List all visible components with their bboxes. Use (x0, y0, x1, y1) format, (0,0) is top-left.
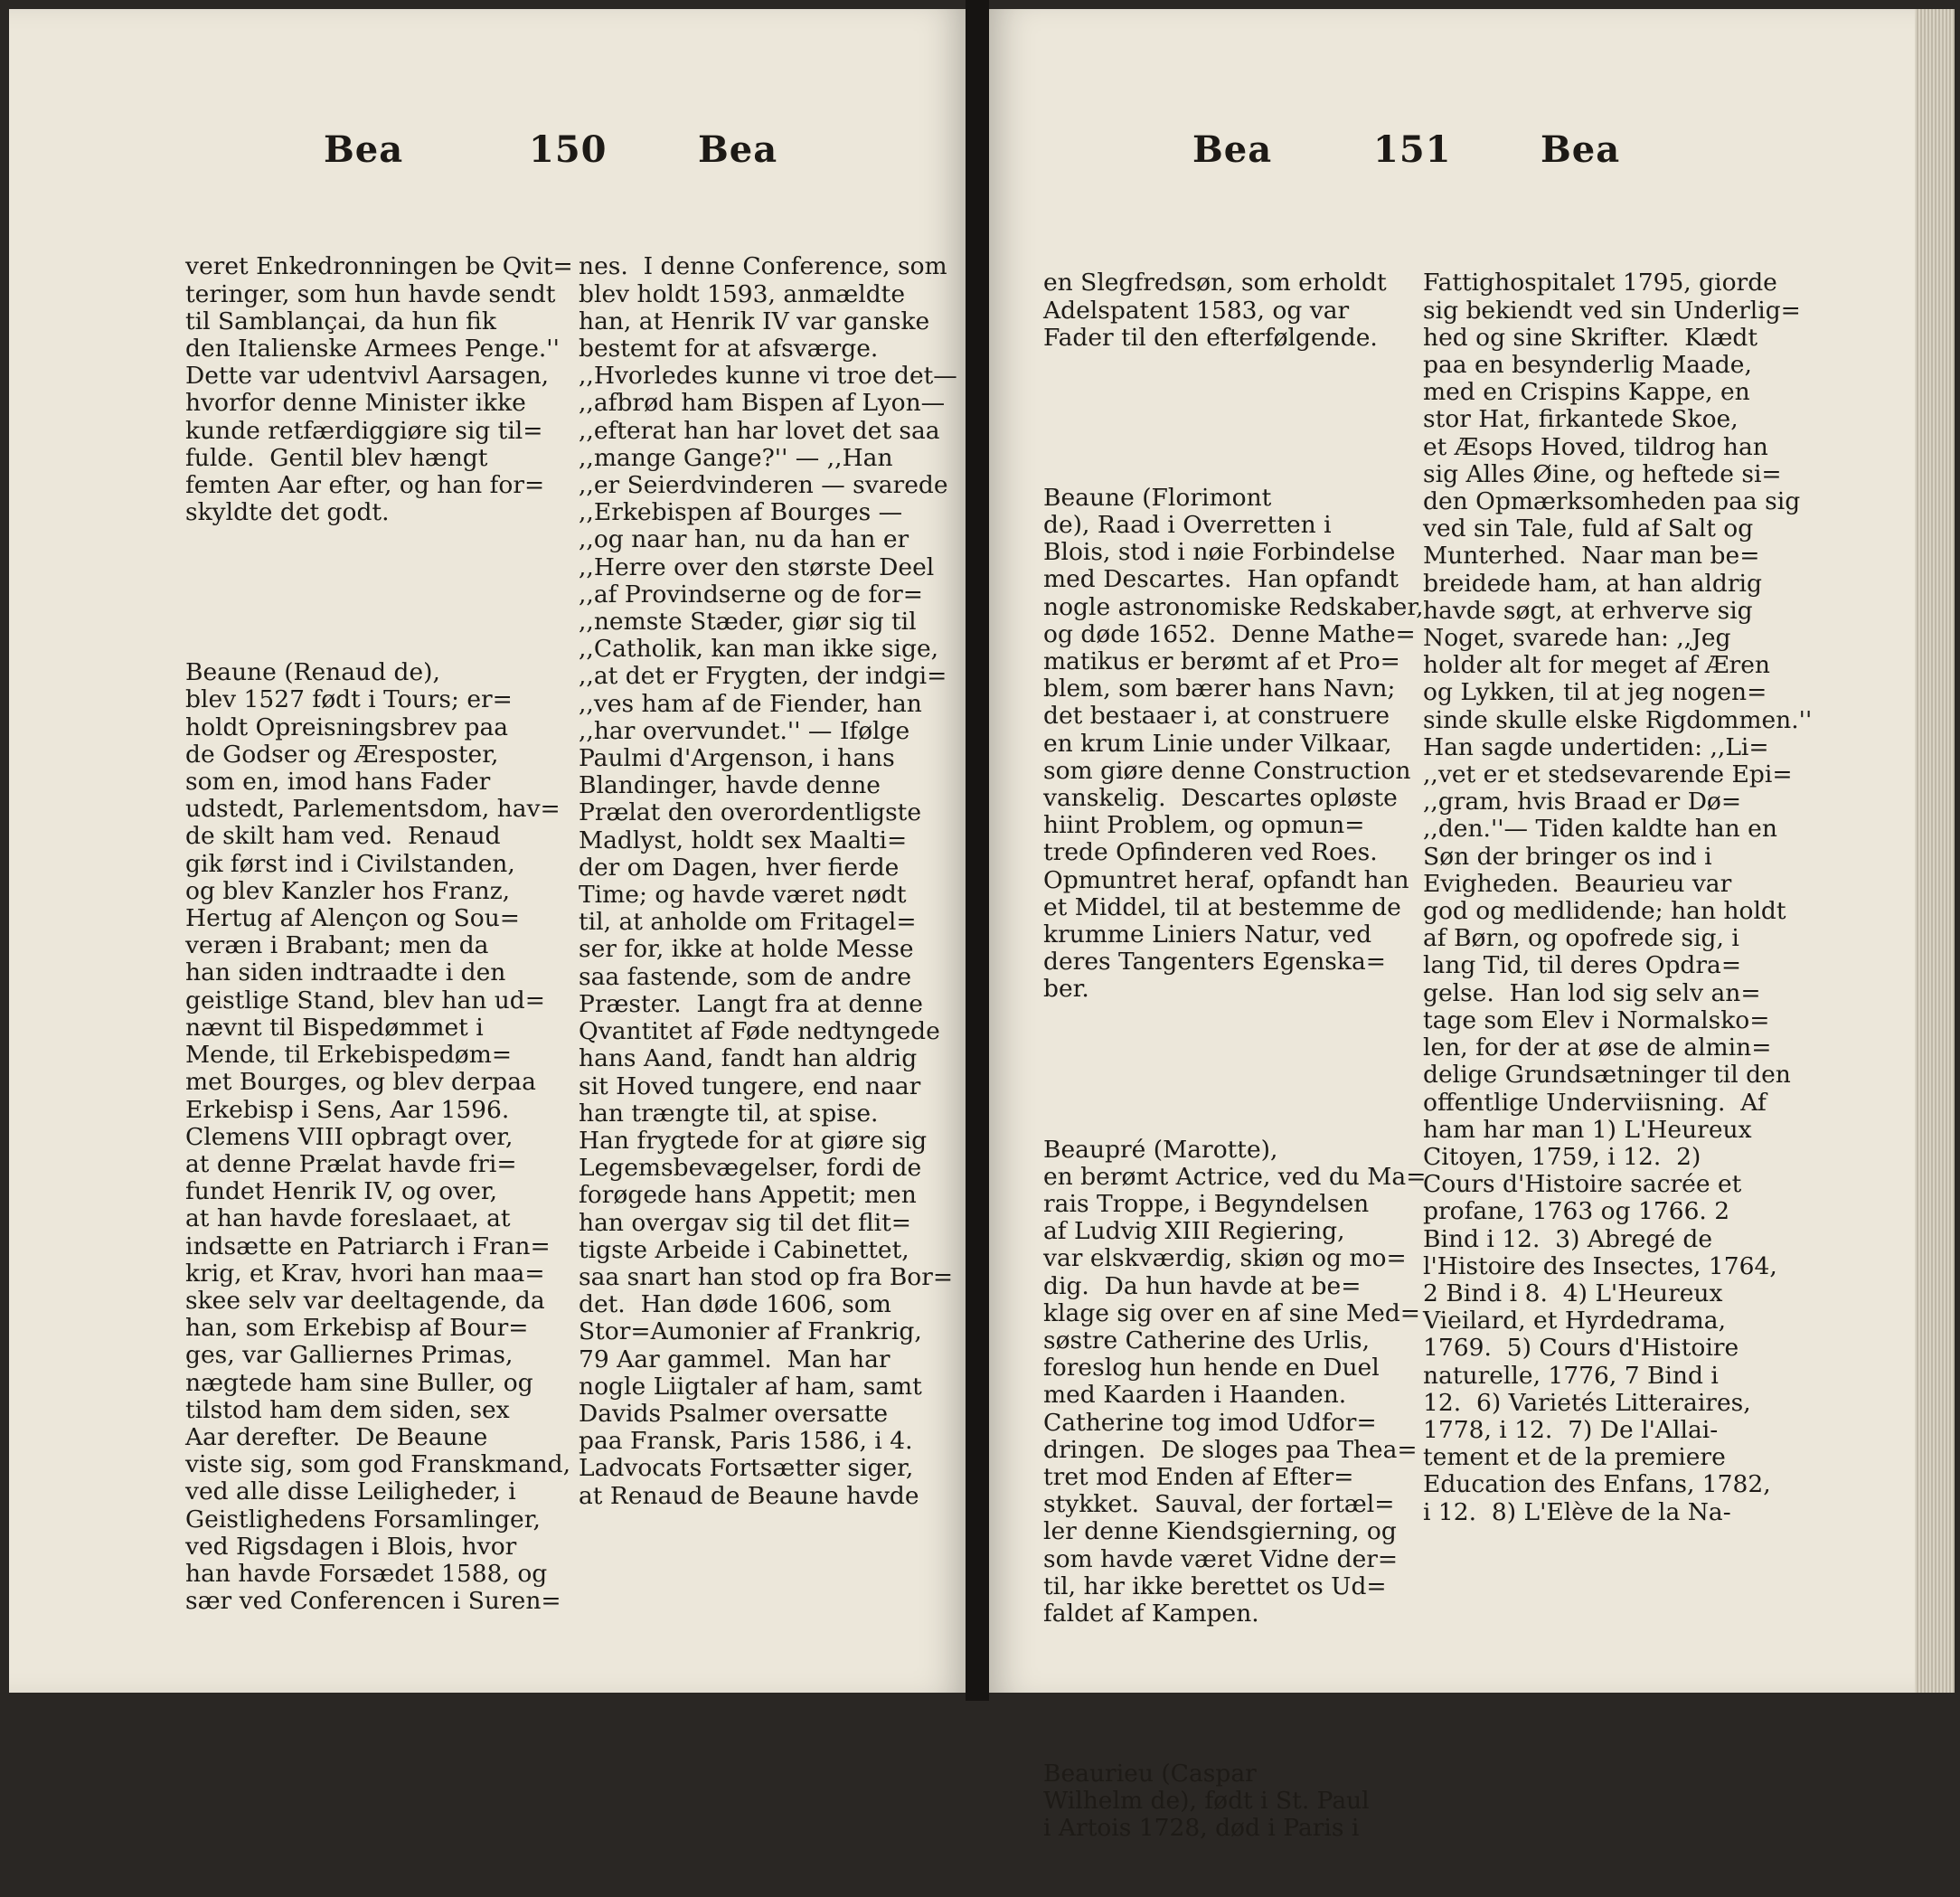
right-header-word-right: Bea (1541, 128, 1621, 171)
paragraph-renaud-ending: en Slegfredsøn, som erholdt Adelspatent 1583, og var Fader til den efterfølgende. (1043, 269, 1387, 352)
left-header-word-right: Bea (698, 128, 778, 171)
entry-beaupre-marotte: Beaupré (Marotte), en berømt Actrice, ved du Ma= rais Troppe, i Begyndelsen af Ludvig XIII Regiering, var elskværdig, skiøn og mo= dig. Da hun havde at be= klage sig over en af sine Med= søstre Catherine des Urlis, foreslog hun hende en Duel med Kaarden i Haanden. Catherine tog imod Udfor= dringen. De sloges paa Thea= tret mod Enden af Efter= stykket. Sauval, der fortæl= ler denne Kiendsgierning, og som havde været Vidne der= til, har ikke berettet os Ud= faldet af Kampen. (1043, 1135, 1427, 1628)
paragraph-queen-continued: veret Enkedronningen be Qvit= teringer, som hun havde sendt til Samblançai, da hun fik den Italienske Armees Penge.'' Dette var udentvivl Aarsagen, hvorfor denne Minister ikke kunde retfærdiggiøre sig til= fulde. Gentil blev hængt femten Aar efter, og han for= skyldte det godt. (185, 252, 573, 527)
page-edges (1915, 9, 1955, 1693)
entry-beaune-renaud-continued: nes. I denne Conference, som blev holdt 1593, anmældte han, at Henrik IV var ganske bestemt for at afsværge. ,,Hvorledes kunne vi troe det— ,,afbrød ham Bispen af Lyon— ,,efterat han har lovet det saa ,,mange Gange?'' — ,,Han ,,er Seierdvinderen — svarede ,,Erkebispen af Bourges — ,,og naar han, nu da han er ,,Herre over den største Deel ,,af Provindserne og de for= ,,nemste Stæder, giør sig til ,,Catholik, kan man ikke sige, ,,at det er Frygten, der indgi= ,,ves ham af de Fiender, han ,,har overvundet.'' — Ifølge Paulmi d'Argenson, i hans Blandinger, havde denne Prælat den overordentligste Madlyst, holdt sex Maalti= der om Dagen, hver fierde Time; og havde været nødt til, at anholde om Fritagel= ser for, ikke at holde Messe saa fastende, som de andre Præster. Langt fra at denne Qvantitet af Føde nedtyngede hans Aand, fandt han aldrig sit Hoved tungere, end naar han trængte til, at spise. Han frygtede for at giøre sig Legemsbevægelser, fordi de forøgede hans Appetit; men han overgav sig til det flit= tigste Arbeide i Cabinettet, saa snart han stod op fra Bor= det. Han døde 1606, som Stor=Aumonier af Frankrig, 79 Aar gammel. Man har nogle Liigtaler af ham, samt Davids Psalmer oversatte paa Fransk, Paris 1586, i 4. Ladvocats Fortsætter siger, at Renaud de Beaune havde (579, 252, 957, 1510)
left-column-2 (579, 199, 957, 1564)
right-column-2 (1423, 215, 1821, 1581)
entry-beaurieu: Beaurieu (Caspar Wilhelm de), født i St. Paul i Artois 1728, død i Paris i (1043, 1759, 1370, 1843)
right-page (989, 9, 1915, 1843)
left-column-1 (185, 199, 573, 1670)
right-header-word: Bea (1192, 128, 1273, 171)
right-column-1 (1043, 215, 1441, 1897)
left-page (9, 9, 966, 1693)
entry-beaune-renaud: Beaune (Renaud de), blev 1527 født i Tours; er= holdt Opreisningsbrev paa de Godser og Æresposter, som en, imod hans Fader udstedt, Parlementsdom, hav= de skilt ham ved. Renaud gik først ind i Civilstanden, og blev Kanzler hos Franz, Hertug af Alençon og Sou= veræn i Brabant; men da han siden indtraadte i den geistlige Stand, blev han ud= nævnt til Bispedømmet i Mende, til Erkebispedøm= met Bourges, og blev derpaa Erkebisp i Sens, Aar 1596. Clemens VIII opbragt over, at denne Prælat havde fri= fundet Henrik IV, og over, at han havde foreslaaet, at indsætte en Patriarch i Fran= krig, et Krav, hvori han maa= skee selv var deeltagende, da han, som Erkebisp af Bour= ges, var Galliernes Primas, nægtede ham sine Buller, og tilstod ham dem siden, sex Aar derefter. De Beaune viste sig, som god Franskmand, ved alle disse Leiligheder, i Geistlighedens Forsamlinger, ved Rigsdagen i Blois, hvor han havde Forsædet 1588, og sær ved Conferencen i Suren= (185, 658, 571, 1616)
entry-beaune-florimont: Beaune (Florimont de), Raad i Overretten i Blois, stod i nøie Forbindelse med Descartes. Han opfandt nogle astronomiske Redskaber, og døde 1652. Denne Mathe= matikus er berømt af et Pro= blem, som bærer hans Navn; det bestaaer i, at construere en krum Linie under Vilkaar, som giøre denne Construction vanskelig. Descartes opløste hiint Problem, og opmun= trede Opfinderen ved Roes. Opmuntret heraf, opfandt han et Middel, til at bestemme de krumme Liniers Natur, ved deres Tangenters Egenska= ber. (1043, 483, 1424, 1004)
entry-beaurieu-continued: Fattighospitalet 1795, giorde sig bekiendt ved sin Underlig= hed og sine Skrifter. Klædt paa en besynderlig Maade, med en Crispins Kappe, en stor Hat, firkantede Skoe, et Æsops Hoved, tildrog han sig Alles Øine, og heftede si= den Opmærksomheden paa sig ved sin Tale, fuld af Salt og Munterhed. Naar man be= breidede ham, at han aldrig havde søgt, at erhverve sig Noget, svarede han: ,,Jeg holder alt for meget af Æren og Lykken, til at jeg nogen= sinde skulle elske Rigdommen.'' Han sagde undertiden: ,,Li= ,,vet er et stedsevarende Epi= ,,gram, hvis Braad er Dø= ,,den.''— Tiden kaldte han en Søn der bringer os ind i Evigheden. Beaurieu var god og medlidende; han holdt af Børn, og opofrede sig, i lang Tid, til deres Opdra= gelse. Han lod sig selv an= tage som Elev i Normalsko= len, for der at øse de almin= delige Grundsætninger til den offentlige Underviisning. Af ham har man 1) L'Heureux Citoyen, 1759, i 12. 2) Cours d'Histoire sacrée et profane, 1763 og 1766. 2 Bind i 12. 3) Abregé de l'Histoire des Insectes, 1764, 2 Bind i 8. 4) L'Heureux Vieilard, et Hyrdedrama, 1769. 5) Cours d'Histoire naturelle, 1776, 7 Bind i 12. 6) Varietés Litteraires, 1778, i 12. 7) De l'Allai- tement et de la premiere Education des Enfans, 1782, i 12. 8) L'Elève de la Na- (1423, 269, 1813, 1526)
left-header-word: Bea (324, 128, 404, 171)
right-page-number: 151 (1373, 128, 1452, 171)
left-page-number: 150 (529, 128, 608, 171)
gutter (966, 0, 989, 1701)
